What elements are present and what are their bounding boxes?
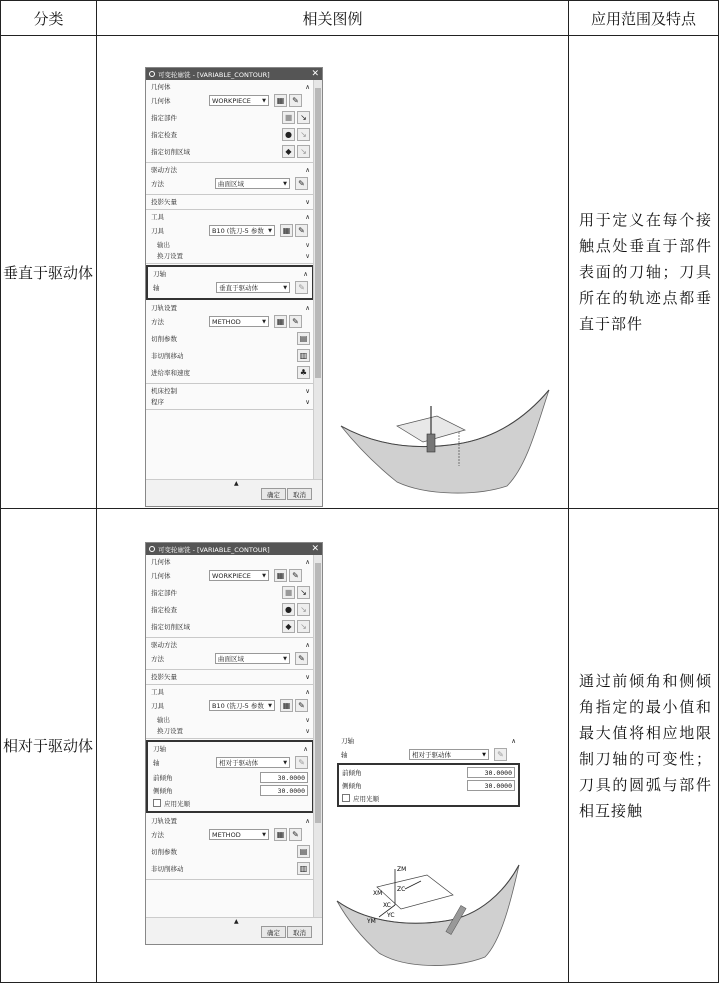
tool-change-label: 换刀设置 [157,727,183,735]
wrench-icon[interactable]: ✎ [295,756,308,769]
method-select[interactable] [209,829,269,840]
chevron-up-icon: ∧ [303,744,308,753]
wrench-icon[interactable]: ✎ [289,315,302,328]
check-label: 指定检查 [151,606,177,614]
header-features: 应用范围及特点 [569,1,719,36]
method-label: 方法 [151,180,164,188]
toolpath-section [146,814,314,880]
method-select[interactable] [209,316,269,327]
tool-label: 刀具 [151,227,164,235]
dropdown-arrow-icon: ▼ [262,97,266,104]
dropdown-arrow-icon: ▼ [262,831,266,838]
select-value: B10 (铣刀-5 参数 [212,227,264,235]
cancel-button[interactable]: 取消 [287,488,312,500]
wrench-icon[interactable]: ✎ [295,177,308,190]
form-row [153,279,308,296]
form-row [151,222,310,239]
non-cut-label: 非切削移动 [151,865,184,873]
section-title: 刀轨设置 [151,304,177,312]
flashlight-icon[interactable]: ↘ [297,145,310,158]
section-header[interactable] [151,164,310,175]
tool-change-subsection[interactable] [151,250,310,261]
wrench-icon[interactable]: ✎ [295,652,308,665]
flashlight-icon[interactable]: ↘ [297,111,310,124]
form-row [151,601,310,618]
cut-area-icon[interactable]: ◆ [282,620,295,633]
drive-section [146,163,314,195]
part-icon[interactable]: ■ [282,111,295,124]
section-header[interactable] [151,556,310,567]
tool-axis-panel [337,735,520,807]
scrollbar[interactable] [313,80,322,480]
collapse-up-icon[interactable]: ▲ [234,918,239,925]
chevron-down-icon: ∨ [305,397,310,406]
chevron-down-icon: ∨ [305,197,310,206]
panel-header[interactable] [337,735,520,746]
dialog-titlebar [146,543,322,555]
form-row [151,364,310,381]
machine-control-section [146,384,314,410]
flashlight-icon[interactable]: ↘ [297,586,310,599]
tool-select[interactable] [209,700,275,711]
new-tool-icon[interactable]: ▦ [280,699,293,712]
new-geometry-icon[interactable]: ▦ [274,94,287,107]
tilt-angle-label: 侧倾角 [153,787,173,795]
form-row [153,797,308,809]
axis-label: 轴 [153,759,160,767]
section-header[interactable] [151,302,310,313]
tilt-angle-input[interactable]: 30.0000 [467,780,515,791]
tool-label: 刀具 [151,702,164,710]
chevron-up-icon: ∧ [305,687,310,696]
form-row [151,143,310,160]
figure-cell [97,509,569,983]
select-value: 相对于驱动体 [219,759,259,767]
tool-shape [427,434,435,452]
section-title: 几何体 [151,83,171,91]
cut-area-label: 指定切削区域 [151,148,190,156]
section-title: 驱动方法 [151,166,177,174]
tilt-angle-label: 侧倾角 [342,782,362,790]
new-geometry-icon[interactable]: ▦ [274,569,287,582]
wrench-icon[interactable]: ✎ [494,748,507,761]
section-header[interactable] [151,815,310,826]
select-value: 曲面区域 [218,180,244,188]
tilt-angle-input[interactable]: 30.0000 [260,785,308,796]
chevron-up-icon: ∧ [305,212,310,221]
form-row [151,313,310,330]
dropdown-arrow-icon: ▼ [268,227,272,234]
variable-contour-dialog [145,542,323,945]
form-row [151,567,310,584]
geometry-section [146,555,314,638]
tool-section [146,210,314,264]
flashlight-icon[interactable]: ↘ [297,620,310,633]
figure-cell [97,36,569,509]
output-subsection[interactable] [151,239,310,250]
form-row [151,826,310,843]
header-row [1,1,719,36]
geometry-select[interactable] [209,570,269,581]
form-row [337,746,520,763]
tool-change-label: 换刀设置 [157,252,183,260]
form-row [151,92,310,109]
axis-select[interactable] [216,282,290,293]
chevron-up-icon: ∧ [305,640,310,649]
dialog-titlebar [146,68,322,80]
dropdown-arrow-icon: ▼ [482,751,486,758]
form-row [151,618,310,635]
lead-angle-input[interactable]: 30.0000 [467,767,515,778]
scrollbar-thumb[interactable] [315,563,321,823]
section-title: 程序 [151,398,164,406]
surface-model-figure [337,386,557,506]
chevron-up-icon: ∧ [511,736,516,745]
cut-area-label: 指定切削区域 [151,623,190,631]
check-icon[interactable]: ● [282,603,295,616]
section-header[interactable] [151,639,310,650]
cut-params-label: 切削参数 [151,335,177,343]
surface-model-figure [335,861,521,971]
section-header[interactable] [151,196,310,207]
select-value: B10 (铣刀-5 参数 [212,702,264,710]
wrench-icon[interactable]: ✎ [289,828,302,841]
axis-label: 轴 [341,751,348,759]
wrench-icon[interactable]: ✎ [289,94,302,107]
check-label: 指定检查 [151,131,177,139]
method-label: 方法 [151,318,164,326]
part-label: 指定部件 [151,589,177,597]
geometry-section [146,80,314,163]
non-cut-icon[interactable]: ▥ [297,862,310,875]
chevron-down-icon: ∨ [305,386,310,395]
wrench-icon[interactable]: ✎ [295,281,308,294]
section-header[interactable] [151,81,310,92]
section-title: 工具 [151,213,164,221]
new-method-icon[interactable]: ▦ [274,315,287,328]
curved-surface [341,390,549,493]
form-row [153,771,308,784]
dropdown-arrow-icon: ▼ [283,759,288,766]
check-icon[interactable]: ● [282,128,295,141]
drive-method-select[interactable] [215,178,290,189]
select-value: METHOD [212,830,241,839]
axis-label: 轴 [153,284,160,292]
features-cell: 通过前倾角和侧倾角指定的最小值和最大值将相应地限制刀轴的可变性；刀具的圆弧与部件相互接触 [569,509,719,983]
ok-button[interactable]: 确定 [261,488,286,500]
form-row [151,330,310,347]
form-row [151,584,310,601]
geometry-select[interactable] [209,95,269,106]
panel-title: 刀轴 [341,737,354,745]
variable-contour-dialog [145,67,323,507]
chevron-up-icon: ∧ [303,269,308,278]
section-header[interactable] [151,671,310,682]
chevron-down-icon: ∨ [305,672,310,681]
new-method-icon[interactable]: ▦ [274,828,287,841]
dialog-footer [146,917,322,944]
chevron-up-icon: ∧ [305,82,310,91]
dropdown-arrow-icon: ▼ [283,655,287,662]
select-value: WORKPIECE [212,571,251,580]
cancel-button[interactable]: 取消 [287,926,312,938]
geometry-label: 几何体 [151,572,171,580]
method-label: 方法 [151,831,164,839]
dropdown-arrow-icon: ▼ [283,284,288,291]
tool-change-subsection[interactable] [151,725,310,736]
non-cut-label: 非切削移动 [151,352,184,360]
output-subsection[interactable] [151,714,310,725]
lead-angle-label: 前倾角 [153,774,173,782]
tool-section [146,685,314,739]
edit-tool-icon[interactable]: ✎ [295,699,308,712]
select-value: 相对于驱动体 [412,751,451,759]
header-figure: 相关图例 [97,1,569,36]
chevron-down-icon: ∨ [305,715,310,724]
tool-axis-section [146,265,314,300]
section-title: 几何体 [151,558,171,566]
apply-smooth-checkbox[interactable] [153,799,161,807]
form-row [151,650,310,667]
zc-label: ZC [397,886,406,893]
ok-button[interactable]: 确定 [261,926,286,938]
section-header[interactable] [151,385,310,396]
output-label: 输出 [157,241,170,249]
zm-label: ZM [397,866,407,873]
new-tool-icon[interactable]: ▦ [280,224,293,237]
form-row [151,347,310,364]
dialog-footer [146,479,322,506]
form-row [153,754,308,771]
section-header[interactable] [151,211,310,222]
form-row [151,697,310,714]
chevron-down-icon: ∨ [305,726,310,735]
cut-params-icon[interactable]: ▤ [297,332,310,345]
xc-label: XC [383,902,391,909]
wrench-icon[interactable]: ✎ [289,569,302,582]
select-value: METHOD [212,317,241,326]
tool-axis-section [146,740,314,813]
flashlight-icon[interactable]: ↘ [297,603,310,616]
part-icon[interactable]: ■ [282,586,295,599]
part-label: 指定部件 [151,114,177,122]
close-icon[interactable]: ✕ [311,543,319,554]
collapse-up-icon[interactable]: ▲ [234,480,239,487]
dropdown-arrow-icon: ▼ [283,180,287,187]
dialog-title: 可变轮廓铣 - [VARIABLE_CONTOUR] [158,545,270,554]
tool-select[interactable] [209,225,275,236]
section-title: 刀轴 [153,745,166,753]
form-row [153,784,308,797]
lead-angle-input[interactable]: 30.0000 [260,772,308,783]
toolpath-section [146,301,314,384]
axis-select[interactable] [409,749,489,760]
section-header[interactable] [151,686,310,697]
form-row [342,792,515,804]
form-row [151,126,310,143]
section-header[interactable] [153,743,308,754]
method-label: 方法 [151,655,164,663]
chevron-up-icon: ∧ [305,303,310,312]
drive-method-select[interactable] [215,653,290,664]
gear-icon [149,71,155,77]
yc-label: YC [387,912,395,919]
dialog-title: 可变轮廓铣 - [VARIABLE_CONTOUR] [158,70,270,79]
xc-axis-line [405,881,421,889]
form-row [151,175,310,192]
chevron-up-icon: ∧ [305,165,310,174]
projection-section [146,195,314,210]
edit-tool-icon[interactable]: ✎ [295,224,308,237]
dropdown-arrow-icon: ▼ [262,318,266,325]
dialog-body [146,80,314,480]
feeds-label: 进给率和速度 [151,369,190,377]
section-title: 投影矢量 [151,673,177,681]
cut-params-label: 切削参数 [151,848,177,856]
features-cell: 用于定义在每个接触点处垂直于部件表面的刀轴；刀具所在的轨迹点都垂直于部件 [569,36,719,509]
dropdown-arrow-icon: ▼ [262,572,266,579]
scrollbar[interactable] [313,555,322,918]
axis-select[interactable] [216,757,290,768]
category-cell: 垂直于驱动体 [1,36,97,509]
section-title: 工具 [151,688,164,696]
chevron-up-icon: ∧ [305,816,310,825]
section-title: 投影矢量 [151,198,177,206]
apply-smooth-checkbox[interactable] [342,794,350,802]
angle-params-box [337,763,520,807]
dropdown-arrow-icon: ▼ [268,702,272,709]
form-row [342,779,515,792]
form-row [151,109,310,126]
scrollbar-thumb[interactable] [315,88,321,378]
category-cell: 相对于驱动体 [1,509,97,983]
form-row [151,843,310,860]
drive-section [146,638,314,670]
select-value: 垂直于驱动体 [219,284,259,292]
apply-smooth-label: 应用光顺 [353,794,379,803]
chevron-down-icon: ∨ [305,240,310,249]
xm-label: XM [373,890,383,897]
close-icon[interactable]: ✕ [311,68,319,79]
feeds-icon[interactable]: ♣ [297,366,310,379]
output-label: 输出 [157,716,170,724]
non-cut-icon[interactable]: ▥ [297,349,310,362]
lead-angle-label: 前倾角 [342,769,362,777]
select-value: WORKPIECE [212,96,251,105]
header-category: 分类 [1,1,97,36]
cut-params-icon[interactable]: ▤ [297,845,310,858]
form-row [342,766,515,779]
flashlight-icon[interactable]: ↘ [297,128,310,141]
section-title: 机床控制 [151,387,177,395]
projection-section [146,670,314,685]
section-header[interactable] [153,268,308,279]
section-header[interactable] [151,396,310,407]
table-row [1,36,719,509]
table-row [1,509,719,983]
apply-smooth-label: 应用光顺 [164,799,190,808]
select-value: 曲面区域 [218,655,244,663]
geometry-label: 几何体 [151,97,171,105]
gear-icon [149,546,155,552]
chevron-down-icon: ∨ [305,251,310,260]
section-title: 刀轴 [153,270,166,278]
dialog-body [146,555,314,918]
form-row [151,860,310,877]
ym-label: YM [367,918,376,925]
section-title: 刀轨设置 [151,817,177,825]
cut-area-icon[interactable]: ◆ [282,145,295,158]
chevron-up-icon: ∧ [305,557,310,566]
section-title: 驱动方法 [151,641,177,649]
